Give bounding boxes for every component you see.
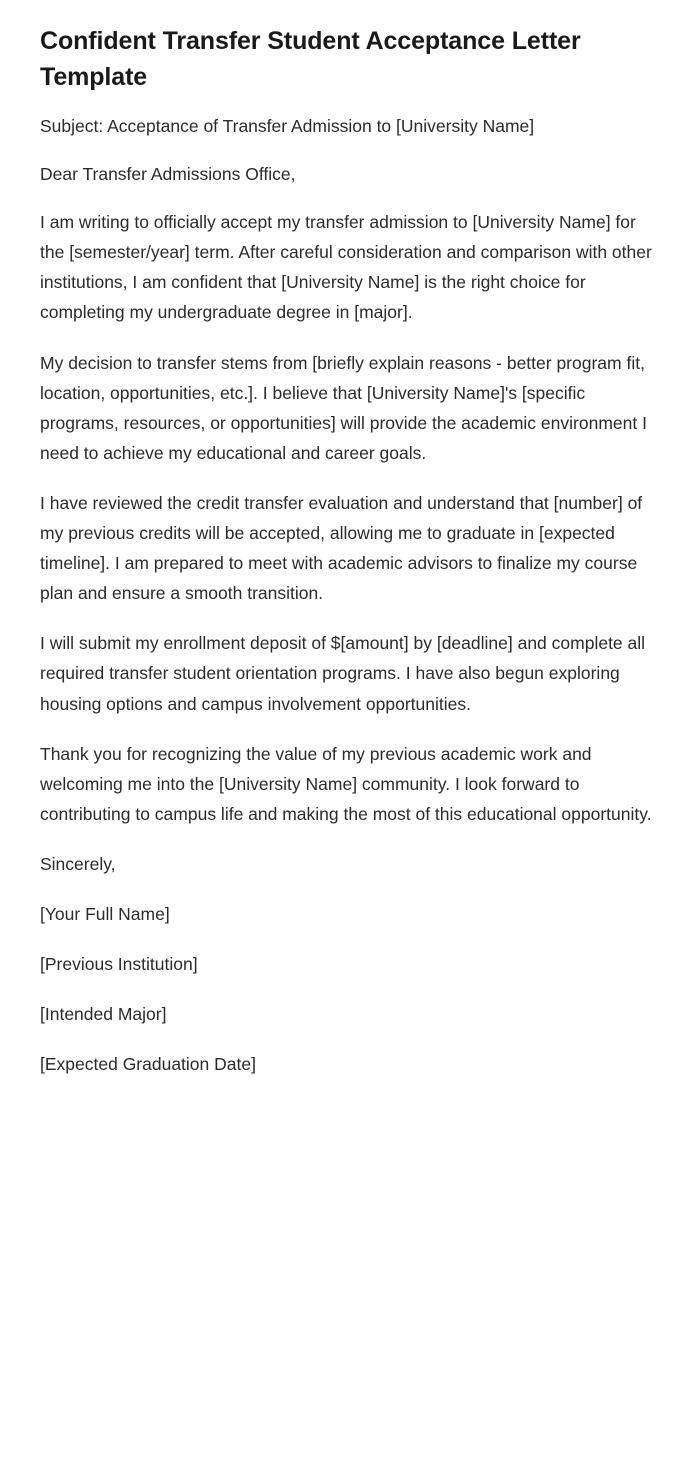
- salutation: Dear Transfer Admissions Office,: [40, 164, 296, 185]
- signature-intended-major: [Intended Major]: [40, 1004, 167, 1025]
- body-paragraph-5: Thank you for recognizing the value of my previous academic work and welcoming me into the [University Name] community. I look forward to contributing to campus life and making the most of this educational opportunity.: [40, 743, 652, 824]
- closing: Sincerely,: [40, 853, 116, 874]
- body-paragraph-1: I am writing to officially accept my transfer admission to [University Name] for the [semester/year] term. After careful consideration and comparison with other institutions, I am confident that [University Name] is the right choice for completing my undergraduate degree in [major].: [40, 212, 652, 323]
- body-paragraph-2: My decision to transfer stems from [briefly explain reasons - better program fit, location, opportunities, etc.]. I believe that [University Name]'s [specific programs, resources, or opportunities] will provide the academic environment I need to achieve my educational and career goals.: [40, 352, 647, 463]
- page-title: Confident Transfer Student Acceptance Letter Template: [40, 27, 581, 91]
- signature-full-name: [Your Full Name]: [40, 903, 170, 924]
- body-paragraph-4: I will submit my enrollment deposit of $[amount] by [deadline] and complete all required transfer student orientation programs. I have also begun exploring housing options and campus involvement opportunities.: [40, 633, 646, 714]
- subject-line: Subject: Acceptance of Transfer Admission to [University Name]: [40, 116, 535, 136]
- body-paragraph-3: I have reviewed the credit transfer evaluation and understand that [number] of my previous credits will be accepted, allowing me to graduate in [expected timeline]. I am prepared to meet with academic advisors to finalize my course plan and ensure a smooth transition.: [40, 492, 643, 604]
- signature-expected-graduation-date: [Expected Graduation Date]: [40, 1054, 256, 1075]
- signature-previous-institution: [Previous Institution]: [40, 954, 198, 975]
